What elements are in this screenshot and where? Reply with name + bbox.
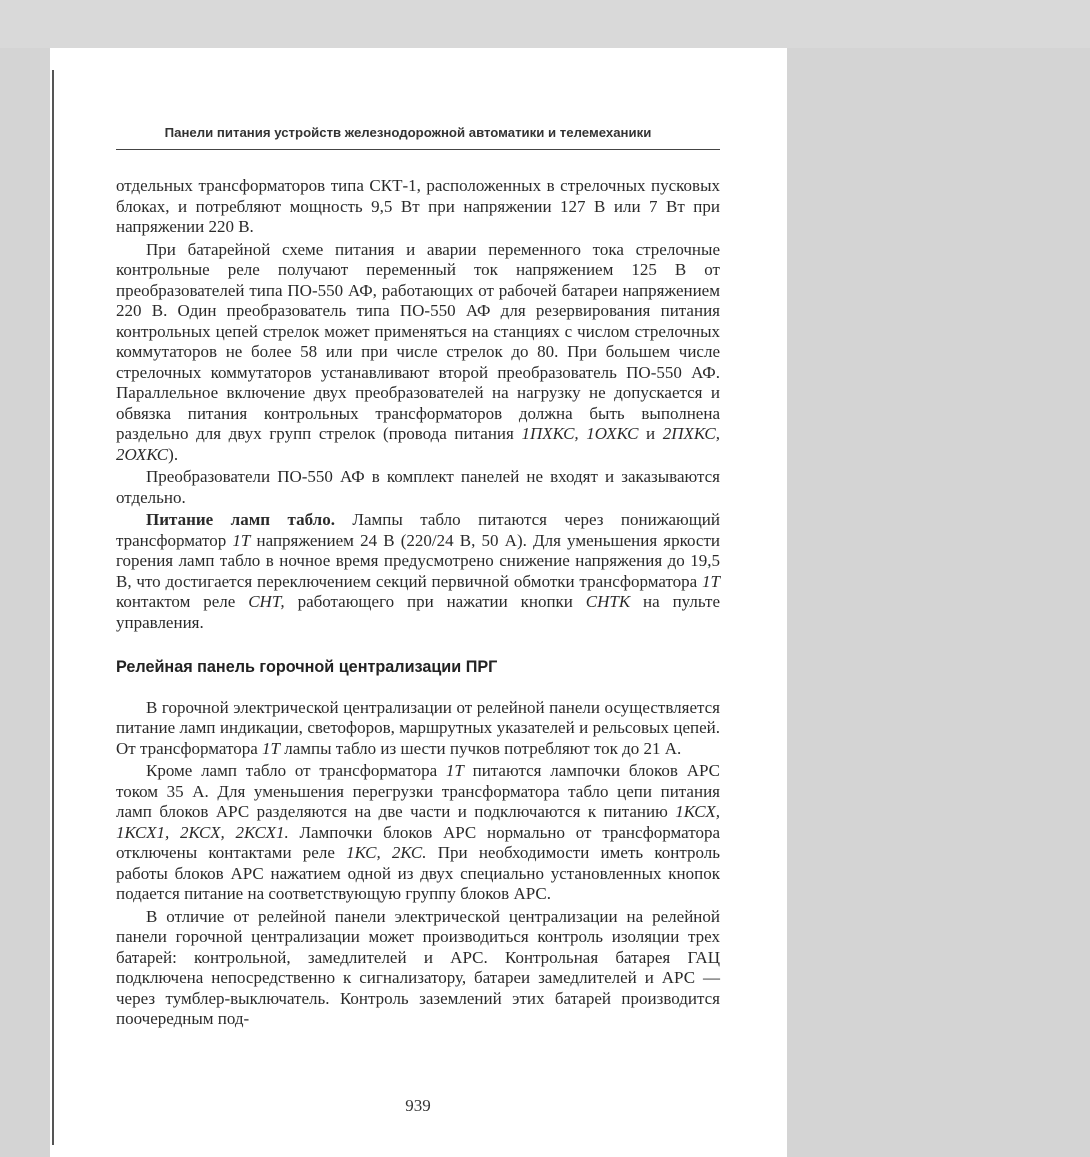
relay-labels: 1КС, 2КС. xyxy=(346,843,427,862)
text-run: Лампочки блоков АРС нормально от трансформатора отключены контактами реле xyxy=(116,822,720,862)
text-run: на пульте управления. xyxy=(116,592,720,632)
conjunction: и xyxy=(638,424,663,443)
transformer-label: 1Т xyxy=(262,738,280,758)
text-run: Лампы табло питаются через понижающий трансформатор xyxy=(116,510,721,550)
header-rule xyxy=(116,149,720,150)
text-run: питаются лампочки блоков АРС током 35 А. Для уменьшения перегрузки трансформатора табло цепи питания ламп блоков АРС разделяются на две части и подключаются к питанию xyxy=(116,761,720,821)
text-run: лампы табло из шести пучков потребляют ток до 21 А. xyxy=(279,738,682,758)
section-heading: Релейная панель горочной централизации ПРГ xyxy=(116,658,498,676)
text-run: Кроме ламп табло от трансформатора xyxy=(146,761,446,780)
paragraph-hump-1 xyxy=(116,698,720,760)
wire-labels-group-2: 2ПХКС, 2ОХКС xyxy=(116,424,720,464)
scan-top-band xyxy=(0,0,1090,48)
paragraph-continuation: отдельных трансформаторов типа СКТ-1, расположенных в стрелочных пусковых блоках, и потребляют мощность 9,5 Вт при напряжении 127 В или 7 Вт при напряжении 220 В. xyxy=(116,176,720,236)
text-run: При необходимости иметь контроль работы блоков АРС нажатием одной из двух специально установленных кнопок подается питание на соответствующую группу блоков АРС. xyxy=(116,843,720,903)
paragraph-hump-2 xyxy=(116,761,720,905)
run-in-heading: Питание ламп табло. xyxy=(146,510,335,529)
paragraph-battery-scheme xyxy=(116,240,720,466)
paragraph-lamp-power xyxy=(116,510,720,633)
body-text xyxy=(116,176,720,1030)
text-run: напряжением 24 В (220/24 В, 50 А). Для уменьшения яркости горения ламп табло в ночное время предусмотрено снижение напряжения до 19,5 В, что достигается переключением секций первичной обмотки трансформатора xyxy=(116,530,721,591)
button-label: СНТК xyxy=(585,592,631,611)
transformer-label: 1Т xyxy=(232,530,251,550)
binding-edge-line xyxy=(52,70,54,1145)
running-header: Панели питания устройств железнодорожной автоматики и телемеханики xyxy=(164,125,652,140)
paragraph-converters-note: Преобразователи ПО-550 АФ в комплект панелей не входят и заказываются отдельно. xyxy=(116,467,720,507)
paragraph-hump-3: В отличие от релейной панели электрической централизации на релейной панели горочной централизации может производиться контроль изоляции трех батарей: контрольной, замедлителей и АРС. Контрольная батарея ГАЦ подключена непосредственно к сигнализатору, батареи замедлителей и АРС — через тумблер-выключатель. Контроль заземлений этих батарей производится поочередным под- xyxy=(116,906,720,1028)
transformer-label: 1Т xyxy=(702,571,720,591)
wire-labels-group-1: 1ПХКС, 1ОХКС xyxy=(521,424,639,443)
paragraph-end: ). xyxy=(168,444,179,464)
circuit-labels: 1КСХ, 1КСХ1, 2КСХ, 2КСХ1. xyxy=(116,802,720,842)
text-run: работающего при нажатии кнопки xyxy=(284,592,586,611)
text-run: контактом реле xyxy=(116,592,249,611)
transformer-label: 1Т xyxy=(445,761,464,780)
relay-label: СНТ, xyxy=(248,592,285,611)
text-run: В горочной электрической централизации от релейной панели осуществляется питание ламп индикации, светофоров, маршрутных указателей и рельсовых цепей. От трансформатора xyxy=(116,697,720,758)
paragraph-text: При батарейной схеме питания и аварии переменного тока стрелочные контрольные реле получают переменный ток напряжением 125 В от преобразователей типа ПО-550 АФ, работающих от рабочей батареи напряжением 220 В. Один преобразователь типа ПО-550 АФ для резервирования питания контрольных цепей стрелок может применяться на станциях с числом стрелочных коммутаторов не более 58 или при числе стрелок до 80. При большем числе стрелочных коммутаторов устанавливают второй преобразователь ПО-550 АФ. Параллельное включение двух преобразователей на нагрузку не допускается и обвязка питания контрольных трансформаторов должна быть выполнена раздельно для двух групп стрелок (провода питания xyxy=(116,239,720,443)
page-number: 939 xyxy=(405,1096,431,1115)
